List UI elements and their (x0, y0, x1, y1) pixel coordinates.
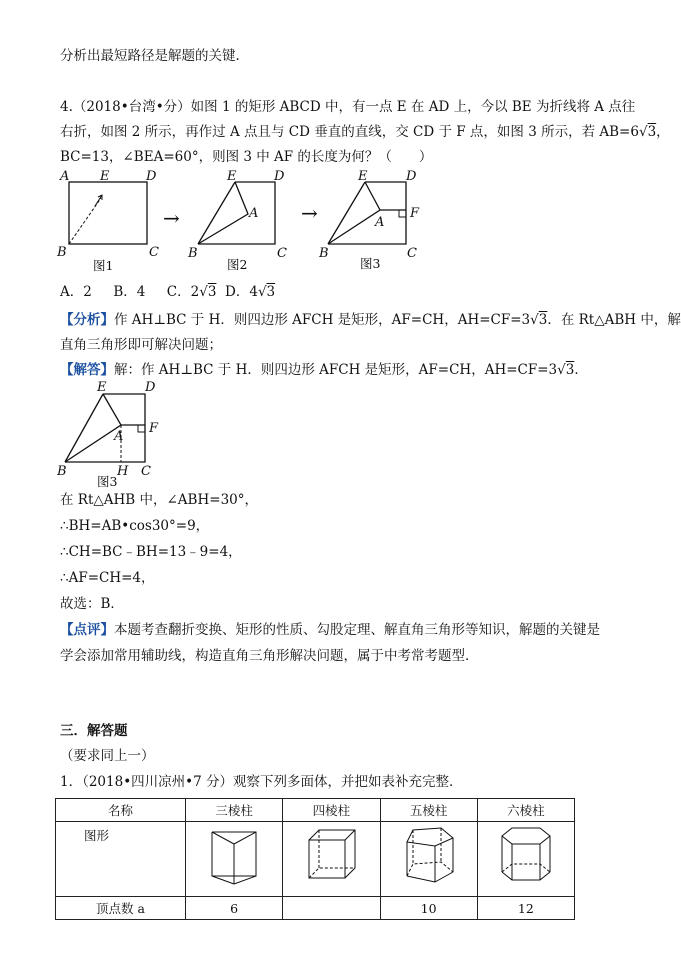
fig1-label-c: C (149, 245, 159, 260)
fig2-label-a: A (249, 206, 259, 221)
ans-fold (65, 394, 124, 462)
option-c: C．2√3 (166, 284, 217, 300)
answer-figure-svg (55, 378, 175, 489)
q4-line1: 4.（2018•台湾•分）如图 1 的矩形 ABCD 中，有一点 E 在 AD 上，今以 BE 为折线将 A 点往 (60, 99, 636, 115)
triangular-prism-icon (204, 822, 264, 886)
table-header-cell: 三棱柱 (186, 799, 283, 822)
hexagonal-prism-cell (477, 822, 574, 897)
fig2-label-b: B (188, 246, 198, 261)
fig1-label-a: A (60, 169, 70, 184)
answer-line1: 【解答】解：作 AH⊥BC 于 H．则四边形 AFCH 是矩形，AF=CH，AH=CF=3√3． (60, 362, 588, 378)
answer-radicand: 3 (565, 362, 575, 378)
analysis-text-end: ．在 Rt△ABH 中，解 (547, 312, 681, 328)
fig3-right-angle (399, 210, 406, 217)
table-vertex-cell: 10 (380, 897, 477, 920)
fig2-fold (198, 182, 248, 244)
arrow-1: → (163, 206, 180, 230)
table-vertex-cell: 12 (477, 897, 574, 920)
fig2-caption: 图2 (227, 257, 248, 272)
q4-line2 (60, 123, 670, 141)
step-1: 在 Rt△AHB 中，∠ABH=30°， (60, 492, 258, 508)
fig1-label-b: B (57, 245, 67, 260)
analysis-line2: 直角三角形即可解决问题； (60, 337, 222, 353)
section3-note: （要求同上一） (60, 748, 155, 764)
ans-rect-sides (65, 394, 145, 462)
fig2-label-e: E (227, 169, 237, 184)
fig3-be (328, 182, 365, 244)
answer-figure (55, 378, 175, 490)
option-d-radicand: 3 (266, 284, 276, 300)
q4-line2-end: ， (656, 124, 670, 140)
ans-label-h: H (117, 464, 129, 479)
polyhedra-table (55, 798, 575, 920)
comment-text: 本题考查翻折变换、矩形的性质、勾股定理、解直角三角形等知识，解题的关键是 (114, 622, 600, 638)
table-shape-row (56, 822, 575, 897)
section3-q1: 1．（2018•四川凉州•7 分）观察下列多面体，并把如表补充完整． (60, 774, 463, 790)
fig3-label-f: F (410, 206, 420, 221)
option-c-radicand: 3 (207, 284, 217, 300)
fig3-rect-sides (328, 182, 406, 244)
fig1-caption: 图1 (93, 258, 114, 273)
q4-sqrt-radicand: 3 (647, 124, 657, 140)
table-vertex-cell-empty[interactable] (283, 897, 380, 920)
ans-be (65, 394, 103, 462)
analysis-text: 作 AH⊥BC 于 H．则四边形 AFCH 是矩形，AF=CH，AH=CF=3 (114, 312, 531, 328)
fig2-label-c: C (277, 246, 287, 261)
option-b: B．4 (113, 284, 146, 300)
ans-label-d: D (145, 380, 156, 395)
analysis-tag: 【分析】 (60, 312, 114, 328)
table-vertex-row (56, 897, 575, 920)
answer-text: 解：作 AH⊥BC 于 H．则四边形 AFCH 是矩形，AF=CH，AH=CF=3 (114, 362, 558, 378)
fig3-fold (328, 182, 380, 244)
comment-line2: 学会添加常用辅助线，构造直角三角形解决问题，属于中考常考题型． (60, 648, 479, 664)
arrow-2: → (301, 201, 318, 225)
triangular-prism-cell (186, 822, 283, 897)
pentagonal-prism-cell (380, 822, 477, 897)
figure-2 (187, 169, 287, 272)
analysis-line1: 【分析】作 AH⊥BC 于 H．则四边形 AFCH 是矩形，AF=CH，AH=CF=3√3．在 Rt△ABH 中，解 (60, 312, 681, 328)
option-c-text: C．2 (166, 284, 200, 300)
step-3: ∴CH=BC﹣BH=13﹣9=4， (60, 544, 242, 560)
comment-line1 (60, 621, 600, 639)
quadrangular-prism-cell (283, 822, 380, 897)
table-vertex-cell: 6 (186, 897, 283, 920)
fig2-be (198, 182, 235, 244)
fig3-label-c: C (407, 246, 417, 261)
ans-label-f: F (149, 421, 159, 436)
fig1-label-d: D (146, 169, 157, 184)
figure-3 (318, 169, 420, 271)
table-vertex-label: 顶点数 a (56, 897, 186, 920)
analysis-radicand: 3 (538, 312, 548, 328)
step-4: ∴AF=CH=4， (60, 570, 155, 586)
answer-tag: 【解答】 (60, 362, 114, 378)
fig3-label-b: B (319, 246, 329, 261)
table-header-cell: 名称 (56, 799, 186, 822)
fig3-label-a: A (375, 215, 385, 230)
option-d-text: D．4 (225, 284, 258, 300)
option-a: A．2 (60, 284, 92, 300)
ans-label-b: B (57, 464, 67, 479)
fig2-rect-sides (198, 182, 275, 244)
q4-line3: BC=13，∠BEA=60°，则图 3 中 AF 的长度为何？（ ） (60, 149, 433, 165)
fig1-rectangle (69, 182, 147, 244)
table-header-cell: 四棱柱 (283, 799, 380, 822)
fig3-label-d: D (406, 169, 417, 184)
fig3-caption: 图3 (360, 256, 381, 271)
fig2-label-d: D (274, 169, 285, 184)
cube-icon (301, 822, 361, 886)
table-header-cell: 六棱柱 (477, 799, 574, 822)
hexagonal-prism-icon (496, 822, 556, 886)
q4-sqrt-sign: √ (638, 124, 648, 140)
fig1-fold-arrow (95, 195, 102, 206)
table-header-cell: 五棱柱 (380, 799, 477, 822)
ans-right-angle (138, 425, 145, 432)
pentagonal-prism-icon (399, 822, 459, 886)
answer-text-end: ． (574, 362, 588, 378)
fig1-label-e: E (100, 169, 110, 184)
comment-tag: 【点评】 (60, 622, 114, 638)
q4-line2-text: 右折，如图 2 所示，再作过 A 点且与 CD 垂直的直线，交 CD 于 F 点，如图 3 所示，若 AB=6 (60, 124, 639, 140)
intro-line: 分析出最短路径是解题的关键. (60, 48, 240, 64)
fig3-label-e: E (358, 169, 368, 184)
q4-options (60, 283, 275, 301)
option-d: D．4√3 (225, 284, 276, 300)
table-header-row (56, 799, 575, 822)
ans-label-a: A (114, 429, 124, 444)
ans-fig-caption: 图3 (97, 474, 118, 489)
q4-figures (55, 168, 435, 280)
ans-label-e: E (97, 380, 107, 395)
section3-title: 三．解答题 (60, 723, 128, 739)
figure-1 (56, 169, 159, 273)
step-5: 故选：B． (60, 596, 124, 612)
ans-label-c: C (141, 464, 151, 479)
q4-figures-svg (55, 168, 435, 276)
table-shape-label: 图形 (56, 822, 186, 897)
step-2: ∴BH=AB•cos30°=9， (60, 518, 210, 534)
